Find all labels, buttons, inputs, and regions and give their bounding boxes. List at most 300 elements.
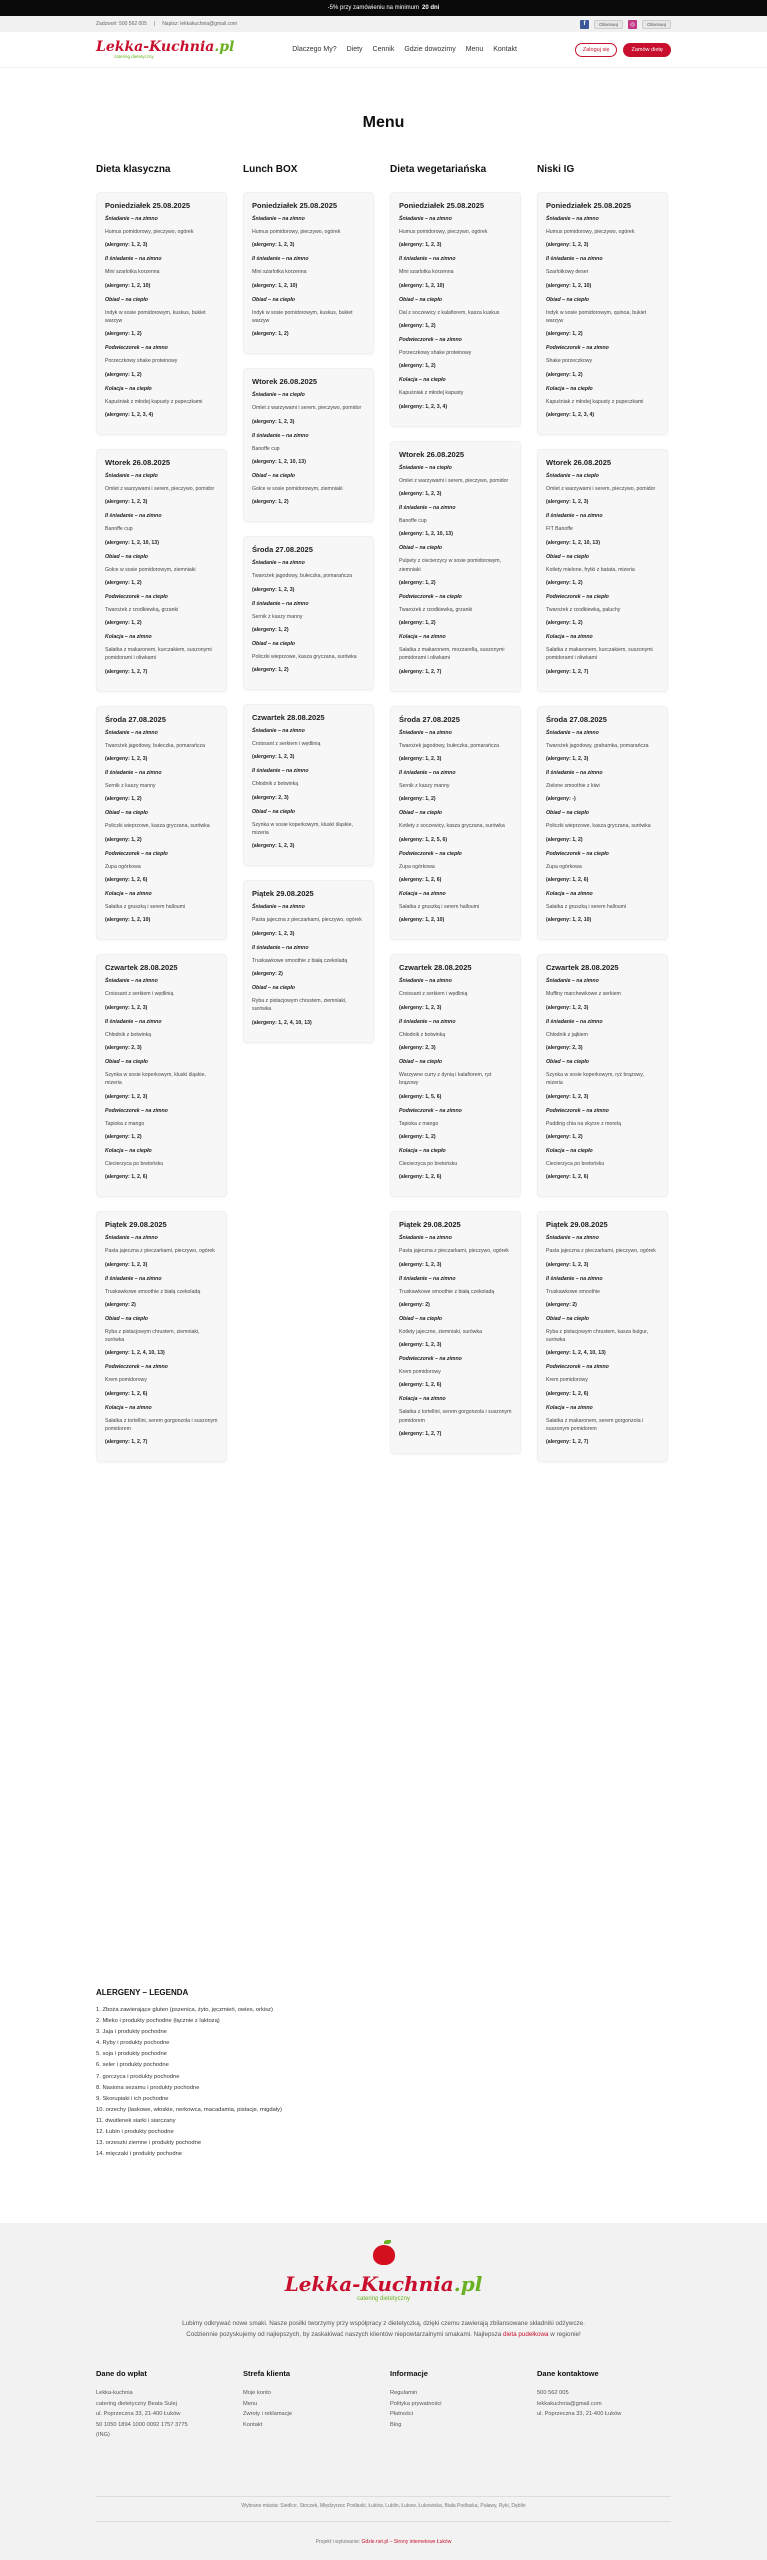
meal-allergens: (alergeny: 1, 2, 7) xyxy=(546,1439,589,1446)
meal-name: Śniadanie – na zimno xyxy=(252,560,305,567)
meal-desc: Pulpety z ciecierzycy w sosie pomidorowym, ziemniaki xyxy=(399,558,502,573)
meal-allergens: (alergeny: 1, 2, 3) xyxy=(546,499,589,506)
facebook-icon[interactable]: f xyxy=(580,20,589,29)
meal-name: Kolacja – na zimno xyxy=(399,634,446,641)
meal-desc: Policzki wieprzowe, kasza gryczana, surówka xyxy=(252,653,357,660)
meal-name: Obiad – na ciepło xyxy=(252,985,295,991)
meal-allergens: (alergeny: 1, 2) xyxy=(546,836,583,843)
meal xyxy=(252,945,365,977)
meal-name: Podwieczorek – na zimno xyxy=(546,1364,609,1371)
meal-allergens: (alergeny: 1, 2) xyxy=(252,499,289,506)
meal-name: II śniadanie – na zimno xyxy=(252,768,309,775)
meal-name: Obiad – na ciepło xyxy=(546,296,589,303)
order-button[interactable]: Zamów dietę xyxy=(623,43,671,57)
meal-name: II śniadanie – na zimno xyxy=(105,1018,162,1025)
meal-name: Obiad – na ciepło xyxy=(105,1315,148,1322)
meal xyxy=(105,634,218,675)
allergen-item: 14. mięczaki i produkty pochodne xyxy=(96,2151,183,2158)
meal xyxy=(105,594,218,626)
footer-divider-2 xyxy=(96,2521,671,2522)
meal-desc: Muffiny marchewkowe z serkiem xyxy=(546,991,621,998)
meal-desc: Krem pomidorowy xyxy=(105,1377,147,1384)
meal-desc: Banoffe cup xyxy=(399,517,427,524)
meal-desc: Porzeczkowy shake proteinowy xyxy=(399,349,472,356)
meal-desc: Banoffe cup xyxy=(105,526,133,533)
meal-desc: Truskawkowe smoothie z białą czekoladą xyxy=(105,1288,201,1295)
meal xyxy=(105,345,218,377)
meal-desc: Kapuśniak z młodej kapusty z pupeczkami xyxy=(105,398,203,405)
day-card xyxy=(390,192,521,427)
meal-allergens: (alergeny: 1, 2, 3, 4) xyxy=(546,411,595,418)
meal-allergens: (alergeny: 1, 2, 6) xyxy=(399,1174,442,1181)
meal xyxy=(399,1148,512,1180)
meal-allergens: (alergeny: 2, 3) xyxy=(399,1044,436,1051)
meal-desc: Croissant z serkiem i wędlinią xyxy=(105,991,174,998)
footer-desc-end: w regionie! xyxy=(550,2330,581,2338)
meal-name: Śniadanie – na ciepło xyxy=(252,392,305,399)
footer-column-title: Informacje xyxy=(390,2369,428,2378)
meal-desc: Mini szarlotka korzenna xyxy=(399,269,454,276)
nav-gdzie-dowozimy[interactable]: Gdzie dowozimy xyxy=(404,46,456,53)
footer-column xyxy=(96,2369,236,2441)
meal-name: Obiad – na ciepło xyxy=(546,1058,589,1065)
meal-name: II śniadanie – na zimno xyxy=(546,513,603,520)
allergen-title: ALERGENY – LEGENDA xyxy=(96,1988,189,1997)
meal xyxy=(546,730,659,762)
meal-allergens: (alergeny: 1, 2) xyxy=(399,1133,436,1140)
meal-allergens: (alergeny: 1, 2) xyxy=(105,331,142,338)
meal-allergens: (alergeny: 1, 2, 10) xyxy=(399,282,445,289)
column-title: Dieta klasyczna xyxy=(96,164,171,175)
day-card xyxy=(96,449,227,692)
page-title: Menu xyxy=(362,114,405,131)
meal-name: Kolacja – na zimno xyxy=(105,891,152,897)
meal-name: II śniadanie – na zimno xyxy=(105,770,162,777)
meal-desc: Sałatka z makaronem, serem gorgonzola i suszonym pomidorem xyxy=(546,1417,644,1433)
meal-desc: Chłodnik z botwinką xyxy=(105,1031,152,1038)
meal xyxy=(252,297,365,338)
allergen-item: 4. Ryby i produkty pochodne xyxy=(96,2040,170,2047)
meal-desc: Ryba z pistacjowym chrustem, kasza bulgur, surówka xyxy=(546,1328,649,1344)
meal xyxy=(105,1316,218,1357)
footer-link: (ING) xyxy=(96,2432,110,2438)
footer-link[interactable]: Regulamin xyxy=(390,2390,418,2396)
footer-credit-link[interactable]: Gdzie.net.pl – Strony internetowe Łuków xyxy=(361,2539,452,2545)
meal-name: Kolacja – na ciepło xyxy=(399,1147,446,1154)
meal-allergens: (alergeny: 1, 2, 3) xyxy=(105,1261,148,1268)
meal-allergens: (alergeny: 1, 2, 3, 4) xyxy=(399,403,448,410)
meal-desc: Indyk w sosie pomidorowym, kuskus, bukiet warzyw xyxy=(105,309,206,324)
meal-name: Śniadanie – na ciepło xyxy=(399,464,452,471)
meal xyxy=(546,297,659,338)
meal-allergens: (alergeny: 1, 2) xyxy=(105,1133,142,1140)
day-card xyxy=(390,706,521,941)
day-card xyxy=(96,954,227,1197)
day-title: Piątek 29.08.2025 xyxy=(252,889,314,899)
meal-allergens: (alergeny: 1, 2, 3) xyxy=(546,756,589,763)
footer-credit-prefix: Projekt i wykonanie: xyxy=(315,2539,361,2545)
meal-allergens: (alergeny: 1, 2, 7) xyxy=(399,1431,442,1438)
meal-name: Podwieczorek – na zimno xyxy=(105,1364,168,1371)
footer-link: 50 1050 1894 1000 0092 1757 3775 xyxy=(96,2421,188,2428)
meal xyxy=(105,554,218,586)
nav-cennik[interactable]: Cennik xyxy=(372,46,395,53)
meal-allergens: (alergeny: 1, 2, 3) xyxy=(252,418,295,425)
footer-link[interactable]: Płatności xyxy=(390,2411,414,2417)
meal-allergens: (alergeny: 1, 2) xyxy=(105,579,142,586)
meal-desc: Pudding chia na skyrze z morelą xyxy=(546,1120,621,1127)
topbar-phone[interactable]: Zadzwoń: 500 562 005 xyxy=(96,21,147,27)
meal-desc: Krem pomidorowy xyxy=(546,1377,588,1384)
meal-allergens: (alergeny: 1, 2, 3) xyxy=(399,1261,442,1268)
meal-desc: Gołce w sosie pomidorowym, ziemniaki xyxy=(252,485,343,492)
day-title: Poniedziałek 25.08.2025 xyxy=(399,201,485,210)
meal-name: II śniadanie – na zimno xyxy=(546,1018,603,1025)
day-title: Piątek 29.08.2025 xyxy=(105,1220,167,1230)
meal-desc: Croissant z serkiem i wędlinią xyxy=(252,741,321,748)
meal-desc: Kotlety z soczewicy, kasza gryczana, surówka xyxy=(399,823,505,830)
meal xyxy=(399,770,512,802)
meal xyxy=(546,513,659,545)
meal xyxy=(399,377,512,409)
meal-name: Podwieczorek – na zimno xyxy=(105,1107,168,1114)
meal-name: II śniadanie – na zimno xyxy=(546,256,603,263)
day-card xyxy=(243,880,374,1042)
meal xyxy=(399,505,512,537)
allergen-item: 10. orzechy (laskowe, włoskie, nerkowca, macadamia, pistacje, migdały) xyxy=(96,2106,282,2113)
meal xyxy=(105,297,218,338)
meal-name: II śniadanie – na zimno xyxy=(105,1275,162,1282)
meal xyxy=(399,256,512,288)
day-card xyxy=(537,954,668,1197)
meal-name: II śniadanie – na zimno xyxy=(546,1275,603,1282)
meal-name: Podwieczorek – na ciepło xyxy=(399,850,462,857)
meal-name: Obiad – na ciepło xyxy=(252,640,295,647)
meal-desc: Szarlotkowy deser xyxy=(546,269,589,276)
meal-desc: FIT Banoffe xyxy=(546,526,573,533)
footer-link[interactable]: Moje konto xyxy=(243,2390,271,2396)
footer-column-title: Dane do wpłat xyxy=(96,2369,147,2378)
login-button[interactable]: Zaloguj się xyxy=(575,43,618,57)
meal-allergens: (alergeny: 1, 2) xyxy=(546,620,583,627)
meal-name: Śniadanie – na zimno xyxy=(399,729,452,736)
meal-name: Podwieczorek – na ciepło xyxy=(105,850,168,857)
meal-desc: Mini szarlotka korzenna xyxy=(105,269,160,276)
meal-name: Obiad – na ciepło xyxy=(252,296,295,303)
meal-desc: Banoffe cup xyxy=(252,445,280,452)
footer-link[interactable]: Polityka prywatności xyxy=(390,2400,442,2407)
footer-link[interactable]: Kontakt xyxy=(243,2421,263,2428)
day-card xyxy=(390,1211,521,1454)
meal-desc: Sałatka z makaronem, kurczakiem, suszonymi pomidorami i oliwkami xyxy=(105,647,212,662)
footer-link: Lekka-kuchnia xyxy=(96,2390,133,2396)
footer-link[interactable]: Zwroty i reklamacje xyxy=(243,2411,292,2417)
nav-dlaczego-my[interactable]: Dlaczego My? xyxy=(292,46,337,53)
menu-column xyxy=(390,164,521,1468)
meal-name: Śniadanie – na zimno xyxy=(105,1235,158,1242)
footer-logo-main xyxy=(0,2272,767,2296)
meal xyxy=(105,1148,218,1180)
instagram-icon[interactable]: ◎ xyxy=(629,21,636,28)
allergen-item: 13. orzeszki ziemne i produkty pochodne xyxy=(96,2140,202,2147)
day-title: Poniedziałek 25.08.2025 xyxy=(546,201,632,210)
day-card xyxy=(537,449,668,692)
meal-desc: Omlet z warzywami i serem, pieczywo, pomidor xyxy=(105,485,215,492)
meal-name: Śniadanie – na zimno xyxy=(105,729,158,736)
meal-name: Kolacja – na zimno xyxy=(105,1404,152,1411)
meal-allergens: (alergeny: 1, 2) xyxy=(399,363,436,370)
allergen-item: 9. Skorupiaki i ich pochodne xyxy=(96,2095,169,2102)
footer-link: ul. Poprzeczna 33, 21-400 Łuków xyxy=(96,2411,181,2417)
meal xyxy=(252,601,365,633)
meal-desc: Sałatka z makaronem, mozzarellą, suszonymi pomidorami i oliwkami xyxy=(399,647,505,662)
meal-name: Obiad – na ciepło xyxy=(399,545,442,552)
day-title: Poniedziałek 25.08.2025 xyxy=(105,201,191,210)
meal-allergens: (alergeny: 1, 2) xyxy=(252,667,289,674)
meal-allergens: (alergeny: 1, 2, 10) xyxy=(399,917,445,924)
footer-link[interactable]: 500 562 005 xyxy=(537,2390,569,2396)
nav-diety[interactable]: Diety xyxy=(346,46,363,53)
meal-desc: Truskawkowe smoothie xyxy=(546,1288,601,1295)
day-card xyxy=(537,1211,668,1462)
footer-logo-text: Lekka-Kuchnia xyxy=(284,2272,454,2296)
meal xyxy=(105,1108,218,1140)
meal-allergens: (alergeny: 1, 2, 4, 10, 13) xyxy=(546,1350,606,1357)
meal xyxy=(546,554,659,586)
meal-allergens: (alergeny: 1, 2, 6) xyxy=(399,877,442,883)
meal-allergens: (alergeny: 1, 2, 6) xyxy=(105,1174,148,1181)
footer-cities: Wybrane miasta: Siedlce, Stoczek, Międzyrzec Podlaski, Łuków, Lublin, Łukow, Łukowiska, Biała Podlaska, Puławy, Ryki, Dęblin xyxy=(241,2503,526,2509)
footer-logo-sub: catering dietetyczny xyxy=(356,2296,411,2302)
meal xyxy=(399,1235,512,1267)
meal xyxy=(105,473,218,505)
meal-name: Śniadanie – na ciepło xyxy=(105,472,158,479)
meal-name: II śniadanie – na zimno xyxy=(399,1275,456,1282)
meal-desc: Sernik z kaszy manny xyxy=(105,783,156,790)
day-title: Czwartek 28.08.2025 xyxy=(105,963,178,973)
meal-allergens: (alergeny: 1, 2, 3) xyxy=(252,754,295,761)
meal-desc: Truskawkowe smoothie z białą czekoladą xyxy=(252,957,348,964)
day-title: Wtorek 26.08.2025 xyxy=(546,457,612,467)
meal-desc: Chłodnik z botwinką xyxy=(399,1031,446,1038)
topbar-email[interactable]: Napisz: lekkakuchnia@gmail.com xyxy=(162,21,238,27)
footer-desc-link[interactable]: dieta pudełkowa xyxy=(503,2330,549,2338)
day-card xyxy=(96,192,227,435)
promo-bar xyxy=(0,0,767,16)
meal-allergens: (alergeny: 1, 2) xyxy=(399,579,436,586)
meal-allergens: (alergeny: 1, 2, 10, 13) xyxy=(105,539,159,546)
meal xyxy=(105,1364,218,1396)
meal-desc: Ryba z pistacjowym chrustem, ziemniaki, surówka xyxy=(252,998,347,1013)
meal-allergens: (alergeny: 1, 2, 3) xyxy=(399,1342,442,1349)
meal-desc: Pasta jajeczna z pieczarkami, pieczywo, ogórek xyxy=(546,1248,656,1255)
nav-kontakt[interactable]: Kontakt xyxy=(493,46,517,53)
meal-desc: Omlet z warzywami i serem, pieczywo, pomidor xyxy=(546,485,656,492)
meal-desc: Sałatka z gruszką i serem halloumi xyxy=(546,904,627,910)
meal xyxy=(105,216,218,248)
day-title: Piątek 29.08.2025 xyxy=(399,1220,461,1230)
meal-desc: Kotlety mielone, frytki z batata, mizeria xyxy=(546,566,635,573)
meal xyxy=(105,978,218,1010)
meal-name: Podwieczorek – na ciepło xyxy=(546,850,609,857)
meal xyxy=(105,1059,218,1100)
meal-allergens: (alergeny: 1, 2, 3) xyxy=(546,242,589,249)
meal xyxy=(399,810,512,842)
meal-desc: Sałatka z tortellini, serem gorgonzola i suszonym pomidorem xyxy=(399,1409,512,1424)
meal-desc: Twarożek jagodowy, bułeczka, pomarańcza xyxy=(252,573,352,580)
allergen-item: 6. seler i produkty pochodne xyxy=(96,2062,169,2069)
meal-name: Obiad – na ciepło xyxy=(399,1315,442,1322)
meal xyxy=(252,473,365,505)
meal xyxy=(105,851,218,883)
meal-allergens: (alergeny: 1, 2, 4, 10, 13) xyxy=(252,1019,312,1026)
meal-allergens: (alergeny: 1, 2, 3) xyxy=(105,1004,148,1011)
meal xyxy=(399,730,512,762)
meal xyxy=(252,216,365,248)
meal-desc: Twarożek z rzodkiewką, grzanki xyxy=(105,606,179,613)
meal-allergens: (alergeny: 1, 2, 10) xyxy=(105,282,151,289)
meal-allergens: (alergeny: 1, 2) xyxy=(546,1133,583,1140)
meal-allergens: (alergeny: 1, 2, 6) xyxy=(546,1174,589,1181)
day-title: Środa 27.08.2025 xyxy=(546,714,607,724)
footer-link[interactable]: Menu xyxy=(243,2400,258,2407)
column-title: Dieta wegetariańska xyxy=(390,164,487,175)
main-nav xyxy=(292,46,517,53)
meal-allergens: (alergeny: 1, 2) xyxy=(252,331,289,338)
meal xyxy=(399,978,512,1010)
meal xyxy=(546,345,659,377)
meal-desc: Twarożek z rzodkiewką, paluchy xyxy=(546,606,621,613)
meal-name: Śniadanie – na zimno xyxy=(105,216,158,222)
meal xyxy=(546,1108,659,1140)
meal-name: Obiad – na ciepło xyxy=(546,810,589,817)
meal-allergens: (alergeny: 1, 2) xyxy=(105,371,142,378)
meal-allergens: (alergeny: 2, 3) xyxy=(105,1044,142,1051)
meal-name: Podwieczorek – na zimno xyxy=(399,1356,462,1363)
column-title: Niski IG xyxy=(537,164,575,175)
meal-name: Obiad – na ciepło xyxy=(105,1058,148,1065)
day-title: Wtorek 26.08.2025 xyxy=(399,449,465,459)
meal-name: Podwieczorek – na zimno xyxy=(399,336,462,343)
meal xyxy=(399,1396,512,1437)
meal xyxy=(546,770,659,802)
meal xyxy=(105,1276,218,1308)
facebook-follow[interactable]: Obserwuj xyxy=(594,20,623,29)
meal-allergens: (alergeny: 1, 2, 10) xyxy=(252,282,298,289)
meal-allergens: (alergeny: 1, 2, 5, 6) xyxy=(399,836,448,843)
meal xyxy=(546,851,659,883)
meal xyxy=(399,465,512,497)
day-title: Wtorek 26.08.2025 xyxy=(252,377,318,387)
meal xyxy=(546,810,659,842)
day-title: Czwartek 28.08.2025 xyxy=(252,713,325,723)
meal xyxy=(252,985,365,1026)
meal-name: Obiad – na ciepło xyxy=(399,1058,442,1065)
meal xyxy=(105,891,218,923)
meal-desc: Policzki wieprzowe, kasza gryczana, surówka xyxy=(546,823,651,830)
meal-allergens: (alergeny: 1, 2, 3) xyxy=(399,756,442,763)
meal-allergens: (alergeny: 1, 2, 3) xyxy=(252,843,295,850)
meal-allergens: (alergeny: 1, 2, 3) xyxy=(399,490,442,497)
allergen-item: 12. Łubin i produkty pochodne xyxy=(96,2129,174,2136)
meal-allergens: (alergeny: 2) xyxy=(252,971,283,977)
meal-allergens: (alergeny: 1, 2, 10, 13) xyxy=(399,531,453,538)
meal-allergens: (alergeny: 1, 2, 3) xyxy=(546,1261,589,1268)
meal xyxy=(105,1405,218,1446)
meal-name: Śniadanie – na zimno xyxy=(252,904,305,911)
logo[interactable] xyxy=(96,40,234,60)
allergen-list xyxy=(96,2005,596,2160)
nav-menu[interactable]: Menu xyxy=(465,46,484,53)
footer-link[interactable]: ul. Poprzeczna 33, 21-400 Łuków xyxy=(537,2411,622,2417)
footer-column-title: Strefa klienta xyxy=(243,2369,291,2378)
meal-name: II śniadanie – na zimno xyxy=(546,770,603,777)
meal-allergens: (alergeny: 1, 2, 10) xyxy=(546,917,592,924)
day-title: Wtorek 26.08.2025 xyxy=(105,457,171,467)
meal xyxy=(252,392,365,424)
allergen-item: 5. soja i produkty pochodne xyxy=(96,2051,167,2058)
promo-bold: 20 dni xyxy=(422,5,440,11)
meal-desc: Humus pomidorowy, pieczywo, ogórek xyxy=(399,229,488,235)
footer-column-title: Dane kontaktowe xyxy=(537,2369,599,2378)
meal-desc: Chłodnik z botwinką xyxy=(252,781,299,788)
meal xyxy=(546,634,659,675)
footer-logo[interactable] xyxy=(0,2245,767,2302)
header xyxy=(0,32,767,68)
footer-desc-text: Lubimy odkrywać nowe smaki. Nasze posiłki tworzymy przy współpracy z dietetyczką, dzięki czemu zawierają zbilansowane składniki odżywcze. Codziennie pozyskujemy od najlepszych, by zaskakiwać naszych klientów niepowtarzalnymi smakami. Najlepsza xyxy=(182,2320,585,2338)
footer-link[interactable]: lekkakuchnia@gmail.com xyxy=(537,2400,602,2407)
meal-name: Podwieczorek – na ciepło xyxy=(105,593,168,600)
meal xyxy=(399,1316,512,1348)
meal-desc: Sernik z kaszy manny xyxy=(252,613,303,620)
meal xyxy=(252,433,365,465)
meal-desc: Pasta jajeczna z pieczarkami, pieczywo, ogórek xyxy=(252,917,362,924)
meal-name: Kolacja – na zimno xyxy=(546,891,593,897)
meal-allergens: (alergeny: 1, 2, 10) xyxy=(546,282,592,289)
footer-link[interactable]: Blog xyxy=(390,2421,402,2428)
day-card xyxy=(96,1211,227,1462)
instagram-follow[interactable]: Obserwuj xyxy=(642,20,671,29)
meal xyxy=(399,1108,512,1140)
meal-name: Kolacja – na ciepło xyxy=(546,385,593,392)
meal-allergens: (alergeny: 1, 2, 3) xyxy=(252,930,295,937)
meal xyxy=(399,337,512,369)
meal-allergens: (alergeny: 1, 5, 6) xyxy=(399,1093,442,1100)
meal xyxy=(546,1364,659,1396)
meal xyxy=(546,386,659,418)
meal-name: II śniadanie – na zimno xyxy=(105,513,162,520)
meal-name: Podwieczorek – na ciepło xyxy=(546,593,609,600)
meal xyxy=(399,1059,512,1100)
menu-column xyxy=(537,164,668,1476)
meal-name: Śniadanie – na zimno xyxy=(399,978,452,985)
footer-link: catering dietetyczny Beata Sulej xyxy=(96,2400,177,2407)
meal xyxy=(252,768,365,800)
meal xyxy=(399,297,512,329)
meal-allergens: (alergeny: 1, 2, 6) xyxy=(105,1390,148,1397)
meal-name: Obiad – na ciepło xyxy=(399,810,442,817)
meal-name: Kolacja – na ciepło xyxy=(546,1147,593,1154)
meal-allergens: (alergeny: 1, 2, 7) xyxy=(105,1439,148,1446)
day-card xyxy=(537,706,668,941)
meal xyxy=(546,1235,659,1267)
meal-allergens: (alergeny: 1, 2) xyxy=(546,331,583,338)
meal-name: Śniadanie – na zimno xyxy=(252,728,305,735)
day-card xyxy=(243,192,374,354)
meal xyxy=(105,256,218,288)
meal xyxy=(105,1235,218,1267)
meal-allergens: (alergeny: 2) xyxy=(105,1301,136,1308)
